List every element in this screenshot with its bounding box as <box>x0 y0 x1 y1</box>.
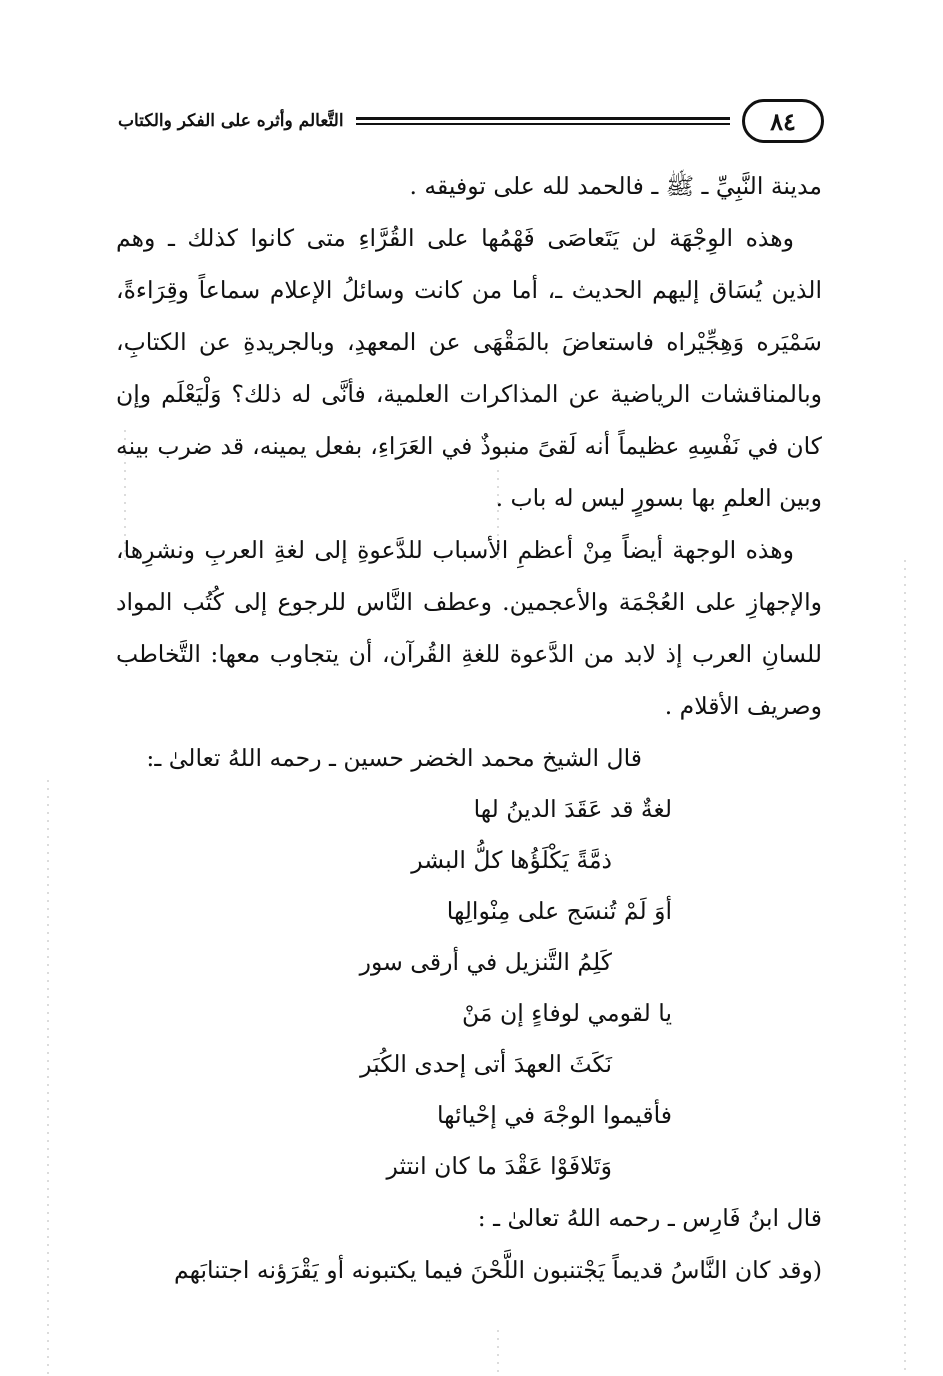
page-number-badge <box>742 99 824 143</box>
verse-8: وَتَلافَوْا عَقْدَ ما كان انتثر <box>386 1152 612 1180</box>
paragraph-2: وهذه الوِجْهَة لن يَتَعاصَى فَهْمُها على القُرَّاءِ متى كانوا كذلك ـ وهم الذين يُسَاق إليهم الحديث ـ، أما من كانت وسائلُ الإعلام سماعاً وقِرَاءةً، سَمْيَره وَهِجِّيْراه فاستعاضَ بالمَقْهَى عن المعهدِ، وبالجريدةِ عن الكتابِ، وبالمناقشات الرياضية عن المذاكرات العلمية، فأنَّى له ذلك؟ وَلْيَعْلَم وإن كان في نَفْسِهِ عظيماً أنه لَقىً منبوذٌ في العَرَاءِ، بفعل يمينه، قد ضرب بينه وبين العلمِ بها بسورٍ ليس له باب . <box>116 224 822 512</box>
page-header <box>118 96 824 146</box>
verse-5: يا لقومي لوفاءٍ إن مَنْ <box>462 999 672 1027</box>
verse-1: لغةٌ قد عَقَدَ الدينُ لها <box>473 795 672 823</box>
poem-intro: قال الشيخ محمد الخضر حسين ـ رحمه اللهُ تعالىٰ ـ: <box>146 744 642 772</box>
verse-6: نَكَثَ العهدَ أتى إحدى الكُبَر <box>360 1050 612 1078</box>
poem <box>116 784 822 1192</box>
paragraph-3: وهذه الوجهة أيضاً مِنْ أعظمِ الأسباب للدَّعوةِ إلى لغةِ العربِ ونشرِها، والإجهازِ على العُجْمَة والأعجمين. وعطف النَّاس للرجوع إلى كُتُب المواد للسانِ العرب إذ لابد من الدَّعوة للغةِ القُرآن، أن يتجاوب معها: التَّخاطب وصريف الأقلام . <box>116 536 822 720</box>
header-rule <box>356 114 730 128</box>
header-rule-thick <box>356 117 730 120</box>
quote-intro: قال ابنُ فَارِس ـ رحمه اللهُ تعالىٰ ـ : <box>477 1204 822 1232</box>
verse-3: أوَ لَمْ تُنسَج على مِنْوالِها <box>446 897 672 925</box>
verse-4: كَلِمُ التَّنزيل في أرقى سور <box>359 948 612 976</box>
verse-2: ذمَّةً يَكْلَؤُها كلُّ البشر <box>411 846 612 874</box>
page-number: ٨٤ <box>770 106 796 136</box>
header-rule-thin <box>356 123 730 125</box>
verse-7: فأقيموا الوجْهَ في إحْيائها <box>437 1101 672 1129</box>
page-body <box>116 160 822 1296</box>
paragraph-1: مدينة النَّبِيِّ ـ ﷺ ـ فالحمد لله على توفيقه . <box>409 172 822 200</box>
running-title: التَّعالم وأثره على الفكر والكتاب <box>118 111 344 131</box>
quote-start: (وقد كان النَّاسُ قديماً يَجْتنبون اللَّحْنَ فيما يكتبونه أو يَقْرَؤنه اجتنابَهم <box>173 1256 822 1284</box>
